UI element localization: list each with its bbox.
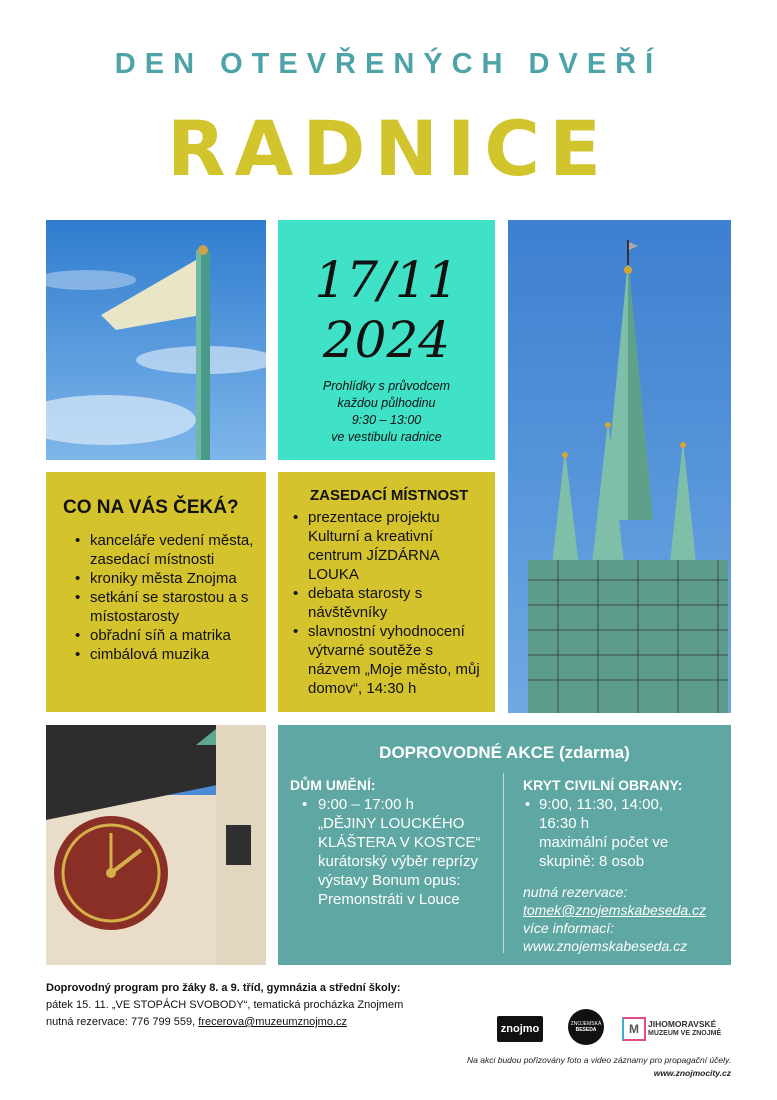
kryt-title: KRYT CIVILNÍ OBRANY: [523,777,683,793]
exhibition-line: výstavy Bonum opus: [318,872,461,889]
beseda-logo [568,1009,604,1045]
kryt-times: • 9:00, 11:30, 14:00, 16:30 h maximální počet ve skupině: 8 osob [523,795,728,871]
kryt-capacity-line: maximální počet ve [539,834,669,851]
recording-note: Na akci budou pořizovány foto a video záznamy pro propagační účely. [467,1055,731,1065]
date-box [278,220,495,460]
footer-reservation-text: nutná rezervace: 776 799 559, [46,1016,199,1028]
muzeum-logo-line: MUZEUM VE ZNOJMĚ [648,1030,722,1037]
event-year: 2024 [322,311,451,369]
kryt-times-line: 16:30 h [539,815,590,832]
tour-info-line: Prohlídky s průvodcem [322,379,451,393]
exhibition-line: „DĚJINY LOUCKÉHO [318,815,465,832]
kryt-contact [523,883,728,955]
list-item: • kroniky města Znojma [72,569,254,588]
kryt-section [523,777,728,955]
meeting-room-list [290,508,487,698]
list-item: • slavnostní vyhodnocení výtvarné soutěže s názvem „Moje město, můj domov“, 14:30 h [290,622,487,698]
beseda-logo-line: BESEDA [575,1027,597,1033]
kryt-times-line: 9:00, 11:30, 14:00, [539,796,663,813]
event-date: 17/11 [314,251,459,309]
event-title: RADNICE [167,104,610,193]
exhibition-line: KLÁŠTERA V KOSTCE“ [318,834,481,851]
flag-photo [46,220,266,460]
list-item: • setkání se starostou a s místostarosty [72,588,254,626]
list-item: • obřadní síň a matrika [72,626,254,645]
events-title: DOPROVODNÉ AKCE (zdarma) [379,743,630,762]
muzeum-logo [622,1015,737,1043]
what-awaits-list [72,531,254,664]
footer-email-link[interactable]: frecerova@muzeumznojmo.cz [198,1016,347,1028]
kryt-capacity-line: skupině: 8 osob [539,853,645,870]
list-item: • kanceláře vedení města, zasedací místnosti [72,531,254,569]
city-website[interactable]: www.znojmocity.cz [653,1068,731,1078]
beseda-logo-line: ZNOJEMSKÁ [570,1021,602,1027]
znojmo-logo: znojmo [497,1016,543,1042]
meeting-room-title: ZASEDACÍ MÍSTNOST [310,487,469,504]
meeting-room-box [278,472,495,712]
dum-umeni-exhibition [290,814,500,909]
events-box [278,725,731,965]
muzeum-logo-mark: M [622,1017,646,1041]
muzeum-logo-line: JIHOMORAVSKÉ [648,1019,717,1029]
list-item: • prezentace projektu Kulturní a kreativní centrum JÍZDÁRNA LOUKA [290,508,487,584]
dum-umeni-time-text: 9:00 – 17:00 h [318,796,414,813]
exhibition-line: Premonstráti v Louce [318,891,460,908]
info-label: více informací: [523,920,615,936]
clock-photo [46,725,266,965]
tour-info-line: každou půlhodinu [337,396,436,410]
dum-umeni-section [290,777,500,909]
reservation-label: nutná rezervace: [523,884,628,900]
footer-line: Doprovodný program pro žáky 8. a 9. tříd, gymnázia a střední školy: [46,982,401,994]
footer-line-reservation [46,1014,466,1031]
dum-umeni-time: • 9:00 – 17:00 h [302,796,414,813]
tour-info-line: ve vestibulu radnice [331,430,442,444]
event-subtitle: DEN OTEVŘENÝCH DVEŘÍ [114,48,663,80]
footer-program [46,980,466,1031]
list-item: • debata starosty s návštěvníky [290,584,487,622]
tour-info-line: 9:30 – 13:00 [351,413,422,427]
tower-photo [508,220,731,713]
tour-info [278,378,495,446]
exhibition-line: kurátorský výběr reprízy [318,853,479,870]
info-web-link[interactable]: www.znojemskabeseda.cz [523,938,688,954]
dum-umeni-title: DŮM UMĚNÍ: [290,777,376,793]
list-item: • cimbálová muzika [72,645,254,664]
what-awaits-title: CO NA VÁS ČEKÁ? [63,497,239,518]
what-awaits-box [46,472,266,712]
footer-line: pátek 15. 11. „VE STOPÁCH SVOBODY“, tematická procházka Znojmem [46,999,404,1011]
events-divider [503,773,504,953]
reservation-email-link[interactable]: tomek@znojemskabeseda.cz [523,902,707,918]
